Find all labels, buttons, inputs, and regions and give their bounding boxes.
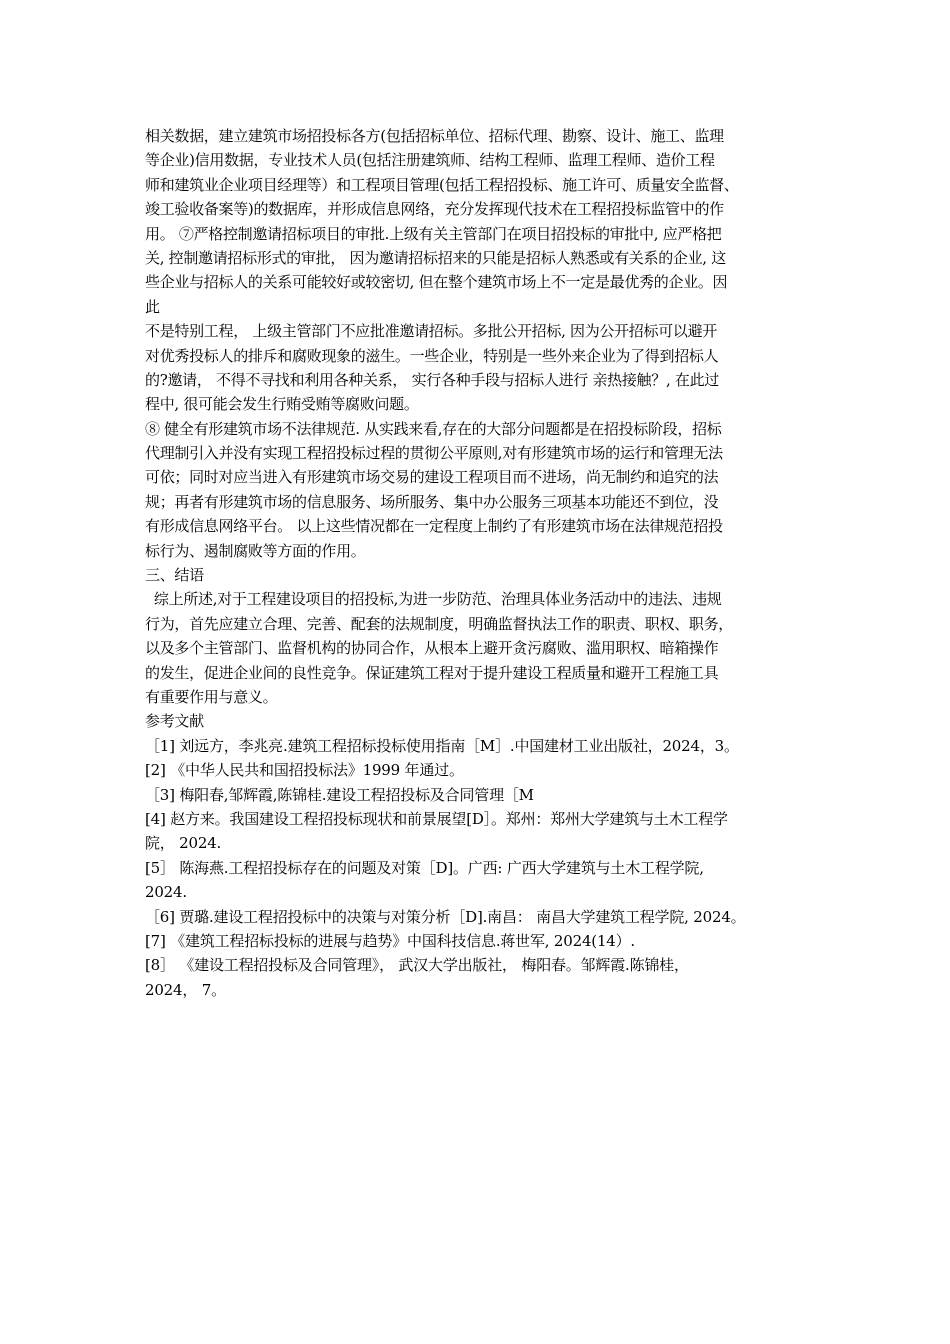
text-line: 师和建筑业企业项目经理等）和工程项目管理(包括工程招投标、施工许可、质量安全监督、 [145,175,739,194]
text-line: 些企业与招标人的关系可能较好或较密切, 但在整个建筑市场上不一定是最优秀的企业。因 [145,273,728,292]
references-heading: 参考文献 [145,712,204,731]
text-line: ⑧ 健全有形建筑市场不法律规范. 从实践来看,存在的大部分问题都是在招投标阶段，招标 [145,419,722,438]
reference-item-continued: 2024， 7。 [145,980,226,999]
document-page [145,124,810,1002]
text-line: 此 [145,297,160,316]
reference-item: [7] 《建筑工程招标投标的进展与趋势》中国科技信息.蒋世军, 2024(14）. [145,931,636,950]
text-line: 竣工验收备案等)的数据库，并形成信息网络，充分发挥现代技术在工程招投标监管中的作 [145,200,724,219]
text-line: 有重要作用与意义。 [145,687,278,706]
reference-item: [8］ 《建设工程招投标及合同管理》， 武汉大学出版社， 梅阳春。邹辉霞.陈锦桂， [145,956,689,975]
text-line: 不是特别工程， 上级主管部门不应批准邀请招标。多批公开招标, 因为公开招标可以避开 [145,322,718,341]
reference-item: [5］ 陈海燕.工程招投标存在的问题及对策［D]。广西: 广西大学建筑与土木工程学院, [145,858,704,877]
text-line: 有形成信息网络平台。 以上这些情况都在一定程度上制约了有形建筑市场在法律规范招投 [145,517,723,536]
text-line: 关, 控制邀请招标形式的审批， 因为邀请招标招来的只能是招标人熟悉或有关系的企业, 这 [145,248,726,267]
reference-item-continued: 院， 2024. [145,834,222,853]
reference-item: [2] 《中华人民共和国招投标法》1999 年通过。 [145,761,464,780]
section-heading: 三、结语 [145,566,204,585]
text-line: 以及多个主管部门、监督机构的协同合作，从根本上避开贪污腐败、滥用职权、暗箱操作 [145,639,719,658]
text-line: 行为，首先应建立合理、完善、配套的法规制度，明确监督执法工作的职责、职权、职务， [145,614,734,633]
text-line: 等企业)信用数据，专业技术人员(包括注册建筑师、结构工程师、监理工程师、造价工程 [145,151,715,170]
text-line: 对优秀投标人的排斥和腐败现象的滋生。一些企业，特别是一些外来企业为了得到招标人 [145,346,719,365]
reference-item: [4] 赵方来。我国建设工程招投标现状和前景展望[D］。郑州：郑州大学建筑与土木工程学 [145,809,728,828]
references-list [145,734,810,1002]
reference-item: ［6] 贾璐.建设工程招投标中的决策与对策分析［D].南昌： 南昌大学建筑工程学院, 2024。 [145,907,746,926]
text-line: 的?邀请， 不得不寻找和利用各种关系， 实行各种手段与招标人进行 亲热接触？, 在此过 [145,370,719,389]
reference-item-continued: 2024. [145,883,187,902]
reference-item: ［1] 刘远方，李兆亮.建筑工程招标投标使用指南［M］.中国建材工业出版社，2024，3。 [145,736,739,755]
text-line: 用。 ⑦严格控制邀请招标项目的审批.上级有关主管部门在项目招投标的审批中, 应严格把 [145,224,722,243]
text-line: 规；再者有形建筑市场的信息服务、场所服务、集中办公服务三项基本功能还不到位，没 [145,492,719,511]
body-text [145,124,810,734]
text-line: 程中, 很可能会发生行贿受贿等腐败问题。 [145,395,419,414]
text-line: 标行为、遏制腐败等方面的作用。 [145,541,366,560]
reference-item: ［3] 梅阳春,邹辉霞,陈锦桂.建设工程招投标及合同管理［M [145,785,534,804]
text-line: 的发生，促进企业间的良性竞争。保证建筑工程对于提升建设工程质量和避开工程施工具 [145,663,719,682]
text-line: 相关数据，建立建筑市场招投标各方(包括招标单位、招标代理、勘察、设计、施工、监理 [145,127,724,145]
text-line: 综上所述,对于工程建设项目的招投标,为进一步防范、治理具体业务活动中的违法、违规 [145,590,722,609]
text-line: 代理制引入并没有实现工程招投标过程的贯彻公平原则,对有形建筑市场的运行和管理无法 [145,444,723,463]
text-line: 可依；同时对应当进入有形建筑市场交易的建设工程项目而不进场，尚无制约和追究的法 [145,468,719,487]
